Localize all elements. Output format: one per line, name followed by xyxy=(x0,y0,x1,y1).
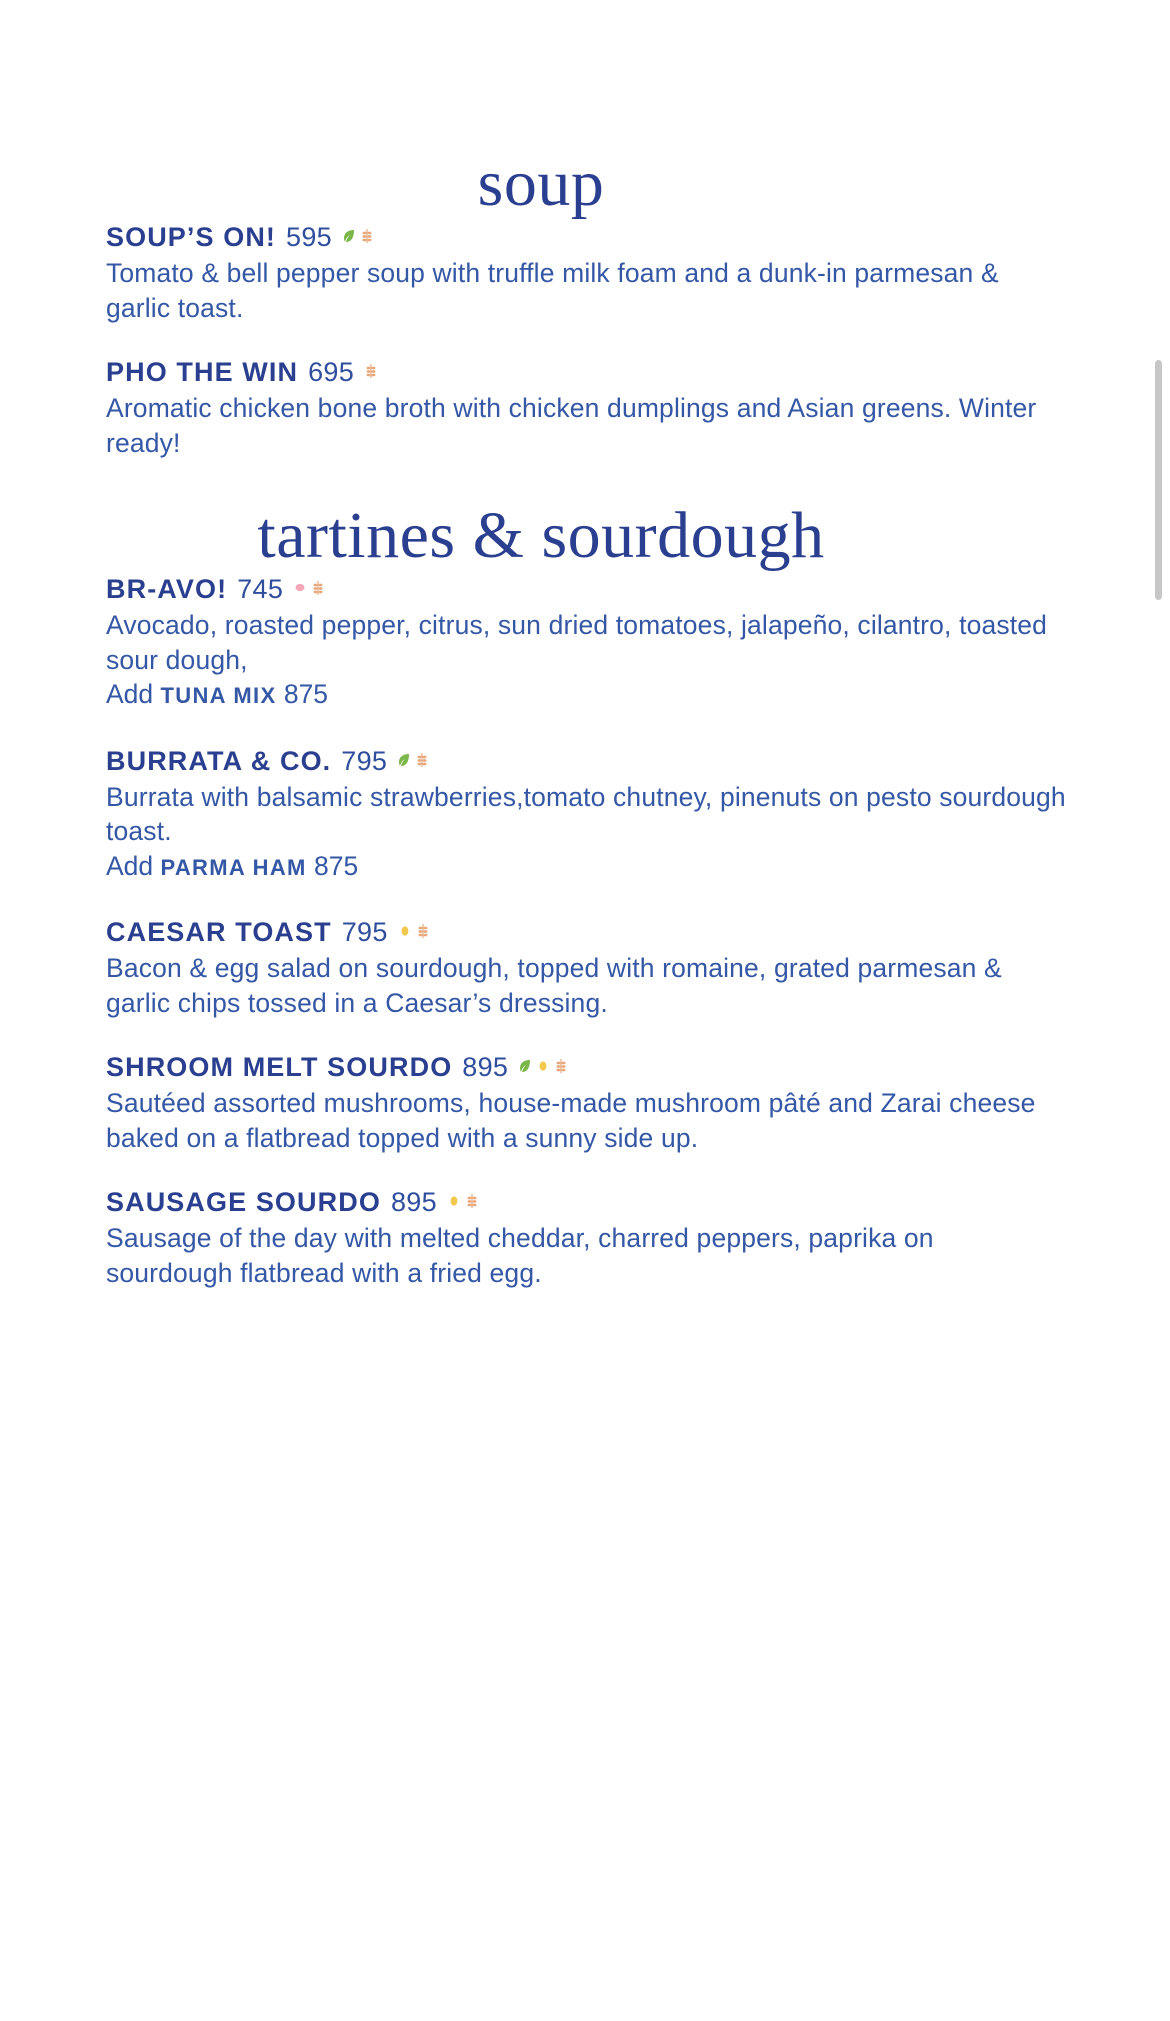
menu-item-icons xyxy=(398,923,430,939)
menu-item-icons xyxy=(293,580,325,596)
wheat-icon xyxy=(364,363,378,379)
wheat-icon xyxy=(311,580,325,596)
menu-item-name: BURRATA & CO. xyxy=(106,745,332,776)
leaf-icon xyxy=(397,752,411,768)
menu-item-header xyxy=(106,1050,1080,1084)
menu-item-price: 695 xyxy=(308,357,355,387)
menu-item-name: SAUSAGE SOURDO xyxy=(106,1187,381,1217)
leaf-icon xyxy=(518,1058,532,1074)
menu-item-price: 895 xyxy=(390,1187,437,1217)
wheat-icon xyxy=(360,228,374,244)
menu-item-price: 795 xyxy=(341,745,388,776)
menu-item-icons xyxy=(447,1193,479,1209)
menu-item-icons xyxy=(397,752,429,768)
menu-item-addon xyxy=(106,677,1080,714)
menu-item-name: PHO THE WIN xyxy=(106,357,299,387)
scrollbar-thumb[interactable] xyxy=(1155,360,1162,600)
menu-item-price: 895 xyxy=(462,1052,509,1082)
wheat-icon xyxy=(465,1193,479,1209)
menu-item-price: 595 xyxy=(286,222,332,252)
menu-item[interactable] xyxy=(106,220,1080,325)
addon-price: 875 xyxy=(314,850,359,881)
section-items-tartines xyxy=(0,572,1140,1290)
section-items-soup xyxy=(0,220,1140,460)
addon-label: PARMA HAM xyxy=(160,854,307,880)
wheat-icon xyxy=(416,923,430,939)
egg-icon xyxy=(536,1058,550,1074)
menu-item-header xyxy=(106,915,1080,949)
leaf-icon xyxy=(342,228,356,244)
wheat-icon xyxy=(415,752,429,768)
menu-item-icons xyxy=(518,1058,568,1074)
menu-item-icons xyxy=(342,228,374,244)
menu-item-header xyxy=(106,572,1080,606)
menu-item-addon xyxy=(106,849,1080,886)
menu-item-description: Sausage of the day with melted cheddar, charred peppers, paprika on sourdough flatbread with a fried egg. xyxy=(106,1223,934,1288)
menu-item[interactable] xyxy=(106,744,1080,886)
menu-item-header xyxy=(106,220,1080,254)
shrimp-icon xyxy=(293,580,307,596)
menu-item-price: 745 xyxy=(237,574,284,604)
egg-icon xyxy=(447,1193,461,1209)
menu-item-name: SHROOM MELT SOURDO xyxy=(106,1052,453,1082)
menu-item-description: Tomato & bell pepper soup with truffle milk foam and a dunk-in parmesan & garlic toast. xyxy=(106,258,999,323)
wheat-icon xyxy=(554,1058,568,1074)
menu-item-header xyxy=(106,1185,1080,1219)
menu-item-name: SOUP’S ON! xyxy=(106,222,277,252)
menu-item-header xyxy=(106,355,1080,389)
menu-item[interactable] xyxy=(106,1050,1080,1155)
menu-item[interactable] xyxy=(106,355,1080,460)
addon-label: TUNA MIX xyxy=(160,683,277,708)
section-title-tartines: tartines & sourdough xyxy=(257,499,825,572)
menu-item-description: Sautéed assorted mushrooms, house-made mushroom pâté and Zarai cheese baked on a flatbread topped with a sunny side up. xyxy=(106,1088,1036,1153)
menu-item-description: Aromatic chicken bone broth with chicken dumplings and Asian greens. Winter ready! xyxy=(106,393,1037,458)
menu-item-description: Bacon & egg salad on sourdough, topped with romaine, grated parmesan & garlic chips tossed in a Caesar’s dressing. xyxy=(106,953,1002,1018)
egg-icon xyxy=(398,923,412,939)
addon-prefix: Add xyxy=(106,850,154,881)
section-title-soup: soup xyxy=(477,147,605,220)
menu-item[interactable] xyxy=(106,915,1080,1020)
menu-item-price: 795 xyxy=(341,917,388,947)
addon-prefix: Add xyxy=(106,679,154,709)
menu-item[interactable] xyxy=(106,572,1080,714)
menu-item-icons xyxy=(364,363,378,379)
menu-item[interactable] xyxy=(106,1185,1080,1290)
menu-item-name: CAESAR TOAST xyxy=(106,917,332,947)
menu-item-header xyxy=(106,744,1080,778)
addon-price: 875 xyxy=(283,679,329,709)
menu-item-name: BR-AVO! xyxy=(106,574,228,604)
menu-item-description: Burrata with balsamic strawberries,tomato chutney, pinenuts on pesto sourdough toast. xyxy=(106,781,1066,846)
menu-item-description: Avocado, roasted pepper, citrus, sun dried tomatoes, jalapeño, cilantro, toasted sour dough, xyxy=(106,610,1048,675)
